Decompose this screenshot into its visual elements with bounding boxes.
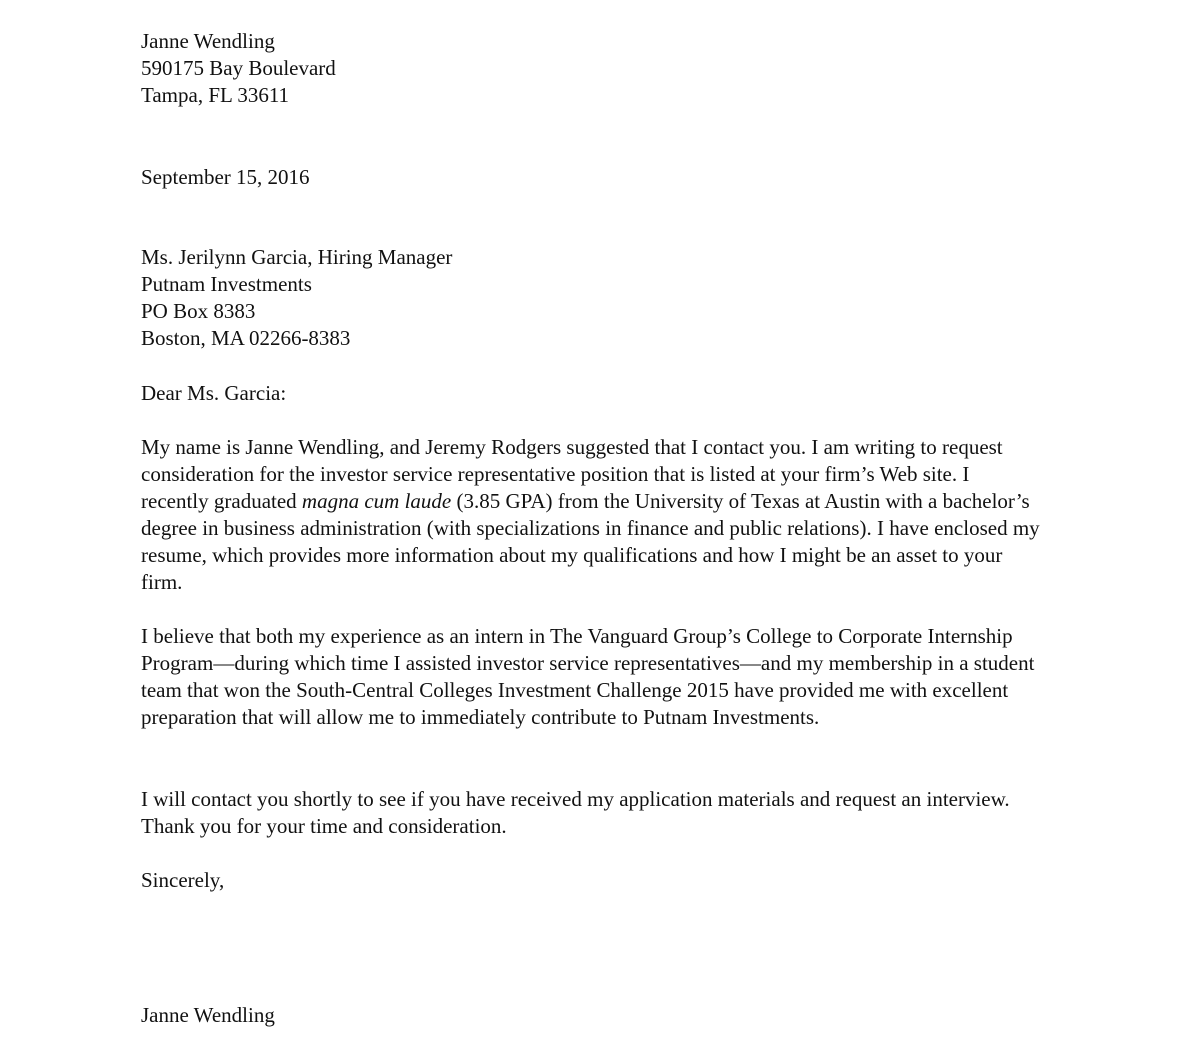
paragraph-1-after: (3.85 GPA) from the University of Texas at Austin with a bachelor’s degree in business administration (with specializations in finance and public relations). I have enclosed my resume, which provides more information about my qualifications and how I might be an asset to your firm. [141, 489, 1040, 594]
paragraph-2-text: I believe that both my experience as an intern in The Vanguard Group’s College to Corporate Internship Program—during which time I assisted investor service representatives—and my membership in a student team that won the South-Central Colleges Investment Challenge 2015 have provided me with excellent preparation that will allow me to immediately contribute to Putnam Investments. [141, 624, 1035, 729]
salutation [141, 380, 1061, 407]
signature-name [141, 1002, 1061, 1029]
paragraph-1-italic-phrase: magna cum laude [301, 489, 452, 513]
sender-address [141, 28, 1061, 109]
body-paragraph-3 [141, 786, 1041, 840]
paragraph-1-text [141, 434, 1041, 596]
recipient-po-box: PO Box 8383 [141, 299, 256, 323]
signature-text: Janne Wendling [141, 1003, 275, 1027]
paragraph-3-text: I will contact you shortly to see if you have received my application materials and request an interview. Thank you for your time and consideration. [141, 787, 1010, 838]
paragraph-1-before: My name is Janne Wendling, and Jeremy Rodgers suggested that I contact you. I am writing to request consideration for the investor service representative position that is listed at your firm’s Web site. I recently graduated [141, 435, 1003, 513]
closing [141, 867, 1061, 894]
sender-city-line: Tampa, FL 33611 [141, 83, 290, 107]
closing-text: Sincerely, [141, 868, 225, 892]
salutation-text: Dear Ms. Garcia: [141, 381, 287, 405]
letter-date [141, 164, 1061, 191]
sender-street: 590175 Bay Boulevard [141, 56, 336, 80]
recipient-address [141, 244, 1061, 352]
body-paragraph-2 [141, 623, 1041, 731]
sender-name: Janne Wendling [141, 29, 275, 53]
recipient-name-title: Ms. Jerilynn Garcia, Hiring Manager [141, 245, 453, 269]
recipient-city-line: Boston, MA 02266-8383 [141, 326, 351, 350]
recipient-company: Putnam Investments [141, 272, 312, 296]
body-paragraph-1 [141, 434, 1041, 596]
date-text: September 15, 2016 [141, 165, 310, 189]
